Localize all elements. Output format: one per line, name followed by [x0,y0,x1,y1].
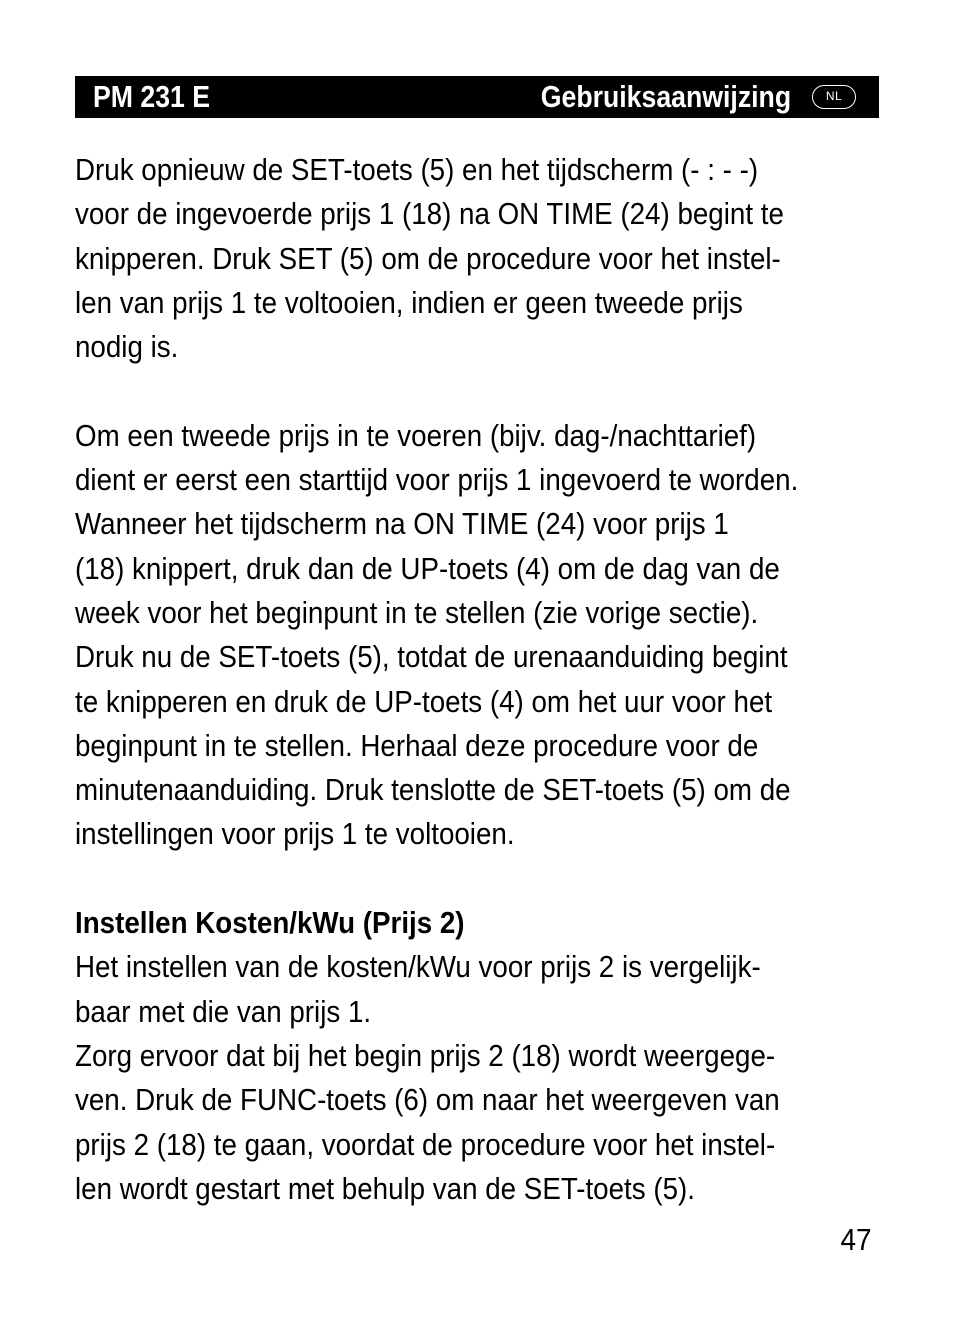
text-line: (18) knippert, druk dan de UP-toets (4) om de dag van de [75,550,780,586]
text-line: Druk opnieuw de SET-toets (5) en het tijdscherm (- : - -) [75,152,759,187]
text-line: dient er eerst een starttijd voor prijs 1 ingevoerd te worden. [75,462,799,498]
text-line: baar met die van prijs 1. [75,993,372,1029]
language-badge: NL [812,85,856,109]
text-line: week voor het beginpunt in te stellen (zie vorige sectie). [75,594,759,630]
text-line: ven. Druk de FUNC-toets (6) om naar het weergeven van [75,1082,780,1118]
paragraph-spacer [75,369,954,413]
text-line: knipperen. Druk SET (5) om de procedure voor het instel- [75,240,781,276]
section-heading: Instellen Kosten/kWu (Prijs 2) [75,905,465,941]
text-line: Wanneer het tijdscherm na ON TIME (24) voor prijs 1 [75,506,729,542]
text-line: beginpunt in te stellen. Herhaal deze procedure voor de [75,727,759,763]
page-number: 47 [839,1222,871,1257]
paragraph-1 [75,148,954,369]
text-line: len van prijs 1 te voltooien, indien er geen tweede prijs [75,284,743,320]
text-line: te knipperen en druk de UP-toets (4) om het uur voor het [75,683,773,719]
text-line: minutenaanduiding. Druk tenslotte de SET-toets (5) om de [75,772,791,808]
model-name: PM 231 E [93,79,211,114]
header-bar [75,76,879,118]
text-line: voor de ingevoerde prijs 1 (18) na ON TIME (24) begint te [75,196,784,232]
text-line: Druk nu de SET-toets (5), totdat de urenaanduiding begint [75,639,788,675]
paragraph-2 [75,414,954,857]
text-line: prijs 2 (18) te gaan, voordat de procedure voor het instel- [75,1126,776,1162]
text-line: instellingen voor prijs 1 te voltooien. [75,816,515,852]
text-line: Om een tweede prijs in te voeren (bijv. dag-/nachttarief) [75,417,757,453]
section-prijs-2 [75,901,954,1211]
page-content [75,148,954,1211]
text-line: Het instellen van de kosten/kWu voor prijs 2 is vergelijk- [75,949,761,985]
text-line: Zorg ervoor dat bij het begin prijs 2 (18) wordt weergege- [75,1037,776,1073]
manual-title: Gebruiksaanwijzing [540,79,791,114]
text-line: nodig is. [75,329,179,365]
paragraph-spacer [75,857,954,901]
text-line: len wordt gestart met behulp van de SET-toets (5). [75,1170,695,1206]
